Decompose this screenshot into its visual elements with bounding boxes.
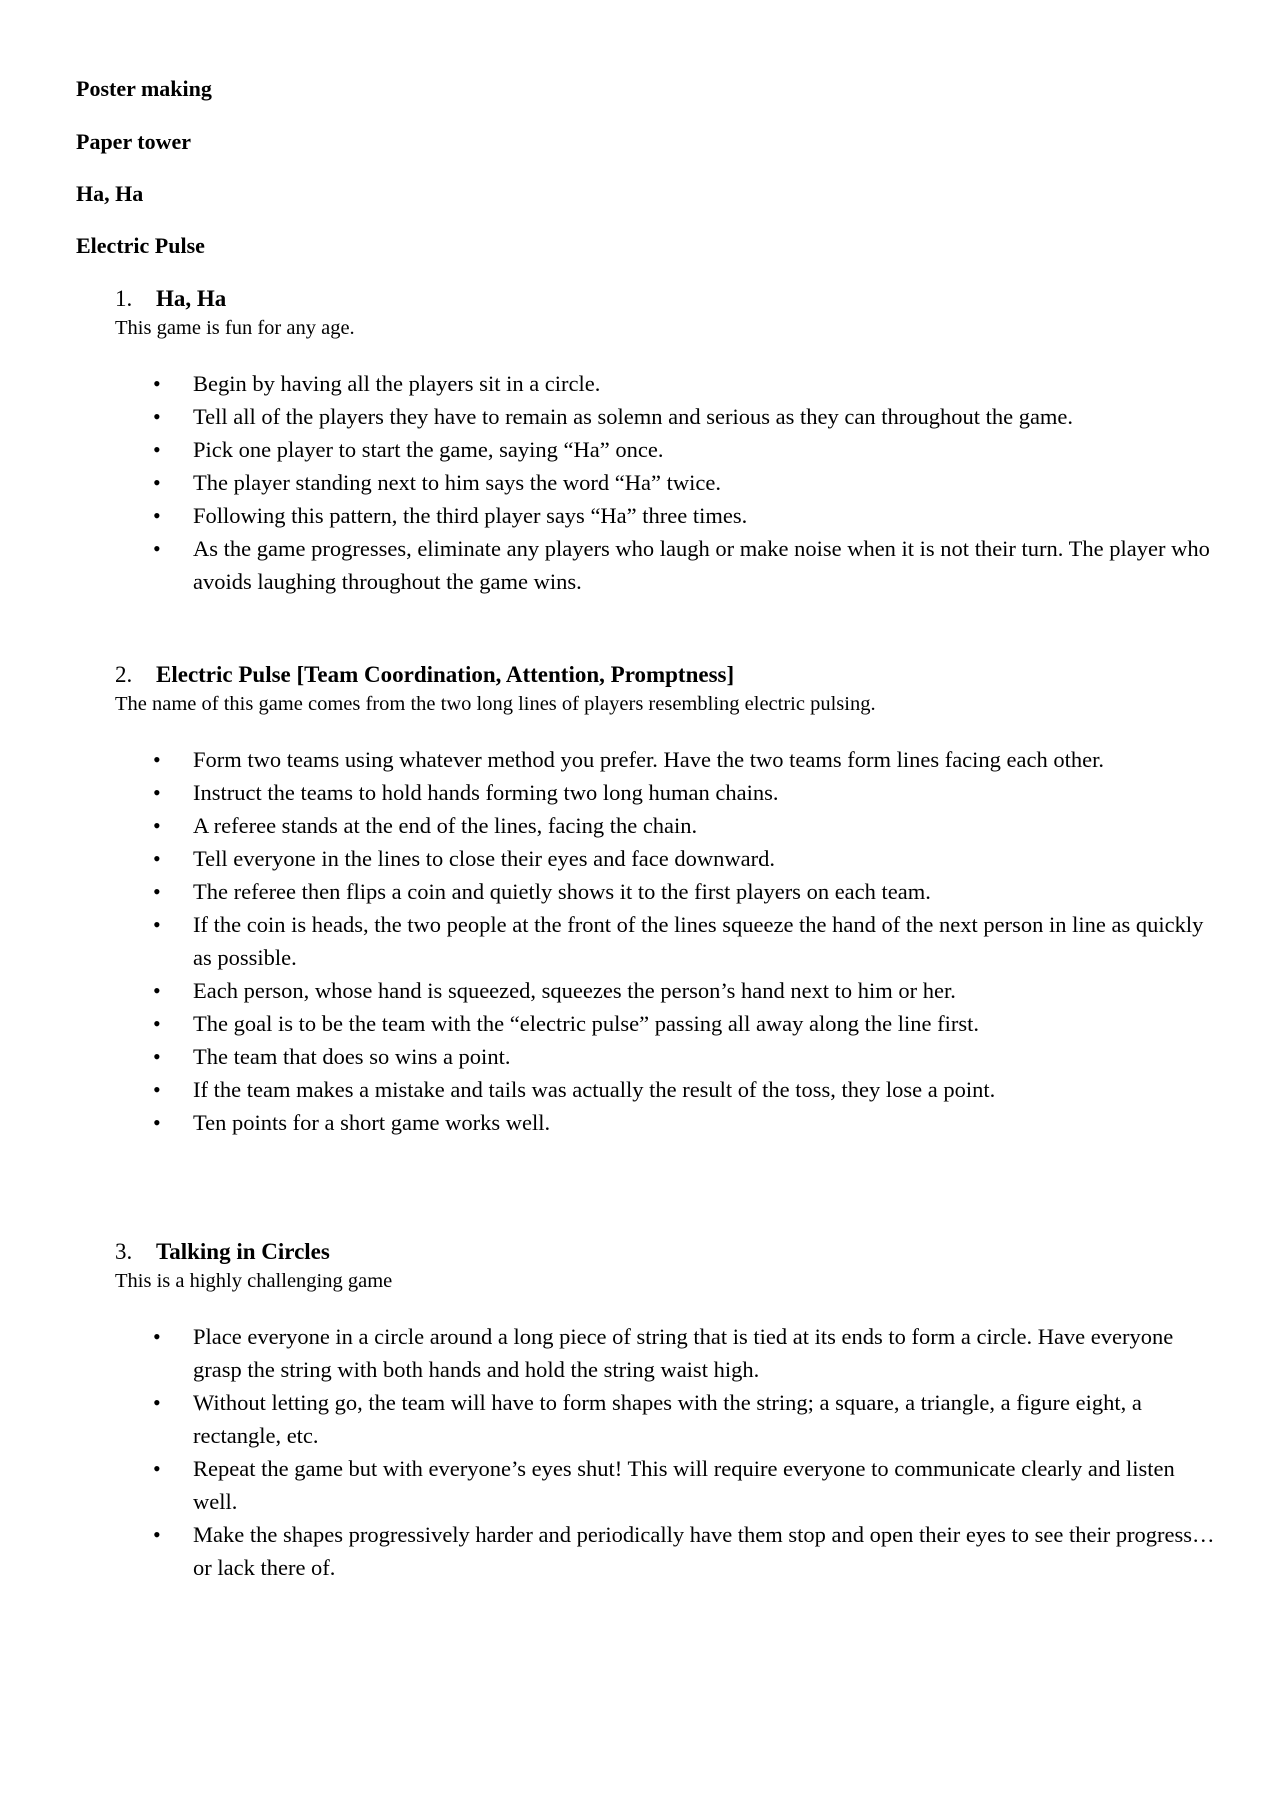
bullet-icon: • [153, 371, 161, 396]
bullet-icon: • [153, 747, 161, 772]
list-item [115, 433, 1215, 466]
bullet-icon: • [153, 1110, 161, 1135]
list-item [115, 1518, 1215, 1584]
list-item-text: If the team makes a mistake and tails was actually the result of the toss, they lose a point. [193, 1077, 996, 1102]
list-item-text: Pick one player to start the game, saying “Ha” once. [193, 437, 664, 462]
bullet-list [115, 1320, 1215, 1584]
list-item-text: Make the shapes progressively harder and periodically have them stop and open their eyes to see their progress…or lack there of. [193, 1522, 1215, 1580]
bullet-icon: • [153, 813, 161, 838]
list-item-text: Repeat the game but with everyone’s eyes shut! This will require everyone to communicate clearly and listen well. [193, 1456, 1175, 1514]
list-item-text: The goal is to be the team with the “electric pulse” passing all away along the line first. [193, 1011, 979, 1036]
list-item [115, 743, 1215, 776]
section-intro: This is a highly challenging game [115, 1270, 393, 1292]
section-talking-in-circles [115, 1238, 1215, 1584]
list-item [115, 809, 1215, 842]
section-intro: The name of this game comes from the two long lines of players resembling electric pulsing. [115, 693, 876, 715]
section-heading [115, 1238, 1215, 1266]
list-item-text: Without letting go, the team will have to form shapes with the string; a square, a triangle, a figure eight, a rectangle, etc. [193, 1390, 1142, 1448]
list-item [115, 466, 1215, 499]
bullet-icon: • [153, 503, 161, 528]
list-item [115, 974, 1215, 1007]
bullet-icon: • [153, 912, 161, 937]
list-item [115, 367, 1215, 400]
bullet-icon: • [153, 846, 161, 871]
bullet-icon: • [153, 536, 161, 561]
topic-paper-tower: Paper tower [76, 129, 192, 154]
section-title: Ha, Ha [156, 286, 227, 311]
list-item-text: Ten points for a short game works well. [193, 1110, 551, 1135]
bullet-icon: • [153, 1522, 161, 1547]
list-item [115, 908, 1215, 974]
section-electric-pulse [115, 661, 1215, 1139]
list-item-text: Following this pattern, the third player says “Ha” three times. [193, 503, 748, 528]
list-item [115, 400, 1215, 433]
list-item [115, 1386, 1215, 1452]
section-number: 1. [115, 286, 133, 311]
bullet-icon: • [153, 879, 161, 904]
list-item [115, 1452, 1215, 1518]
section-title: Electric Pulse [Team Coordination, Attention, Promptness] [156, 662, 735, 687]
bullet-list [115, 367, 1215, 598]
topic-ha-ha: Ha, Ha [76, 181, 144, 206]
list-item-text: Instruct the teams to hold hands forming two long human chains. [193, 780, 779, 805]
list-item [115, 1040, 1215, 1073]
topic-poster-making: Poster making [76, 76, 212, 101]
list-item [115, 842, 1215, 875]
list-item [115, 532, 1215, 598]
bullet-icon: • [153, 404, 161, 429]
list-item [115, 1320, 1215, 1386]
bullet-icon: • [153, 1390, 161, 1415]
bullet-icon: • [153, 437, 161, 462]
bullet-icon: • [153, 978, 161, 1003]
list-item [115, 1106, 1215, 1139]
bullet-icon: • [153, 470, 161, 495]
topic-electric-pulse: Electric Pulse [76, 233, 205, 258]
list-item-text: Tell all of the players they have to remain as solemn and serious as they can throughout the game. [193, 404, 1074, 429]
list-item-text: The referee then flips a coin and quietly shows it to the first players on each team. [193, 879, 931, 904]
bullet-icon: • [153, 1324, 161, 1349]
list-item-text: The team that does so wins a point. [193, 1044, 511, 1069]
list-item-text: Each person, whose hand is squeezed, squeezes the person’s hand next to him or her. [193, 978, 956, 1003]
list-item [115, 1073, 1215, 1106]
section-heading [115, 661, 1215, 689]
bullet-icon: • [153, 1456, 161, 1481]
list-item [115, 1007, 1215, 1040]
bullet-icon: • [153, 1077, 161, 1102]
list-item-text: The player standing next to him says the word “Ha” twice. [193, 470, 721, 495]
list-item-text: Place everyone in a circle around a long piece of string that is tied at its ends to form a circle. Have everyone grasp the string with both hands and hold the string waist high. [193, 1324, 1174, 1382]
bullet-icon: • [153, 780, 161, 805]
section-number: 3. [115, 1239, 133, 1264]
section-heading [115, 285, 1215, 313]
bullet-icon: • [153, 1011, 161, 1036]
bullet-list [115, 743, 1215, 1139]
section-number: 2. [115, 662, 133, 687]
bullet-icon: • [153, 1044, 161, 1069]
list-item-text: As the game progresses, eliminate any players who laugh or make noise when it is not their turn. The player who avoids laughing throughout the game wins. [193, 536, 1210, 594]
list-item [115, 499, 1215, 532]
list-item-text: A referee stands at the end of the lines, facing the chain. [193, 813, 698, 838]
section-title: Talking in Circles [156, 1239, 330, 1264]
list-item-text: Form two teams using whatever method you prefer. Have the two teams form lines facing each other. [193, 747, 1104, 772]
section-intro: This game is fun for any age. [115, 317, 355, 339]
list-item [115, 776, 1215, 809]
list-item-text: If the coin is heads, the two people at the front of the lines squeeze the hand of the next person in line as quickly as possible. [193, 912, 1204, 970]
section-ha-ha [115, 285, 1215, 598]
list-item [115, 875, 1215, 908]
list-item-text: Begin by having all the players sit in a circle. [193, 371, 601, 396]
list-item-text: Tell everyone in the lines to close their eyes and face downward. [193, 846, 775, 871]
